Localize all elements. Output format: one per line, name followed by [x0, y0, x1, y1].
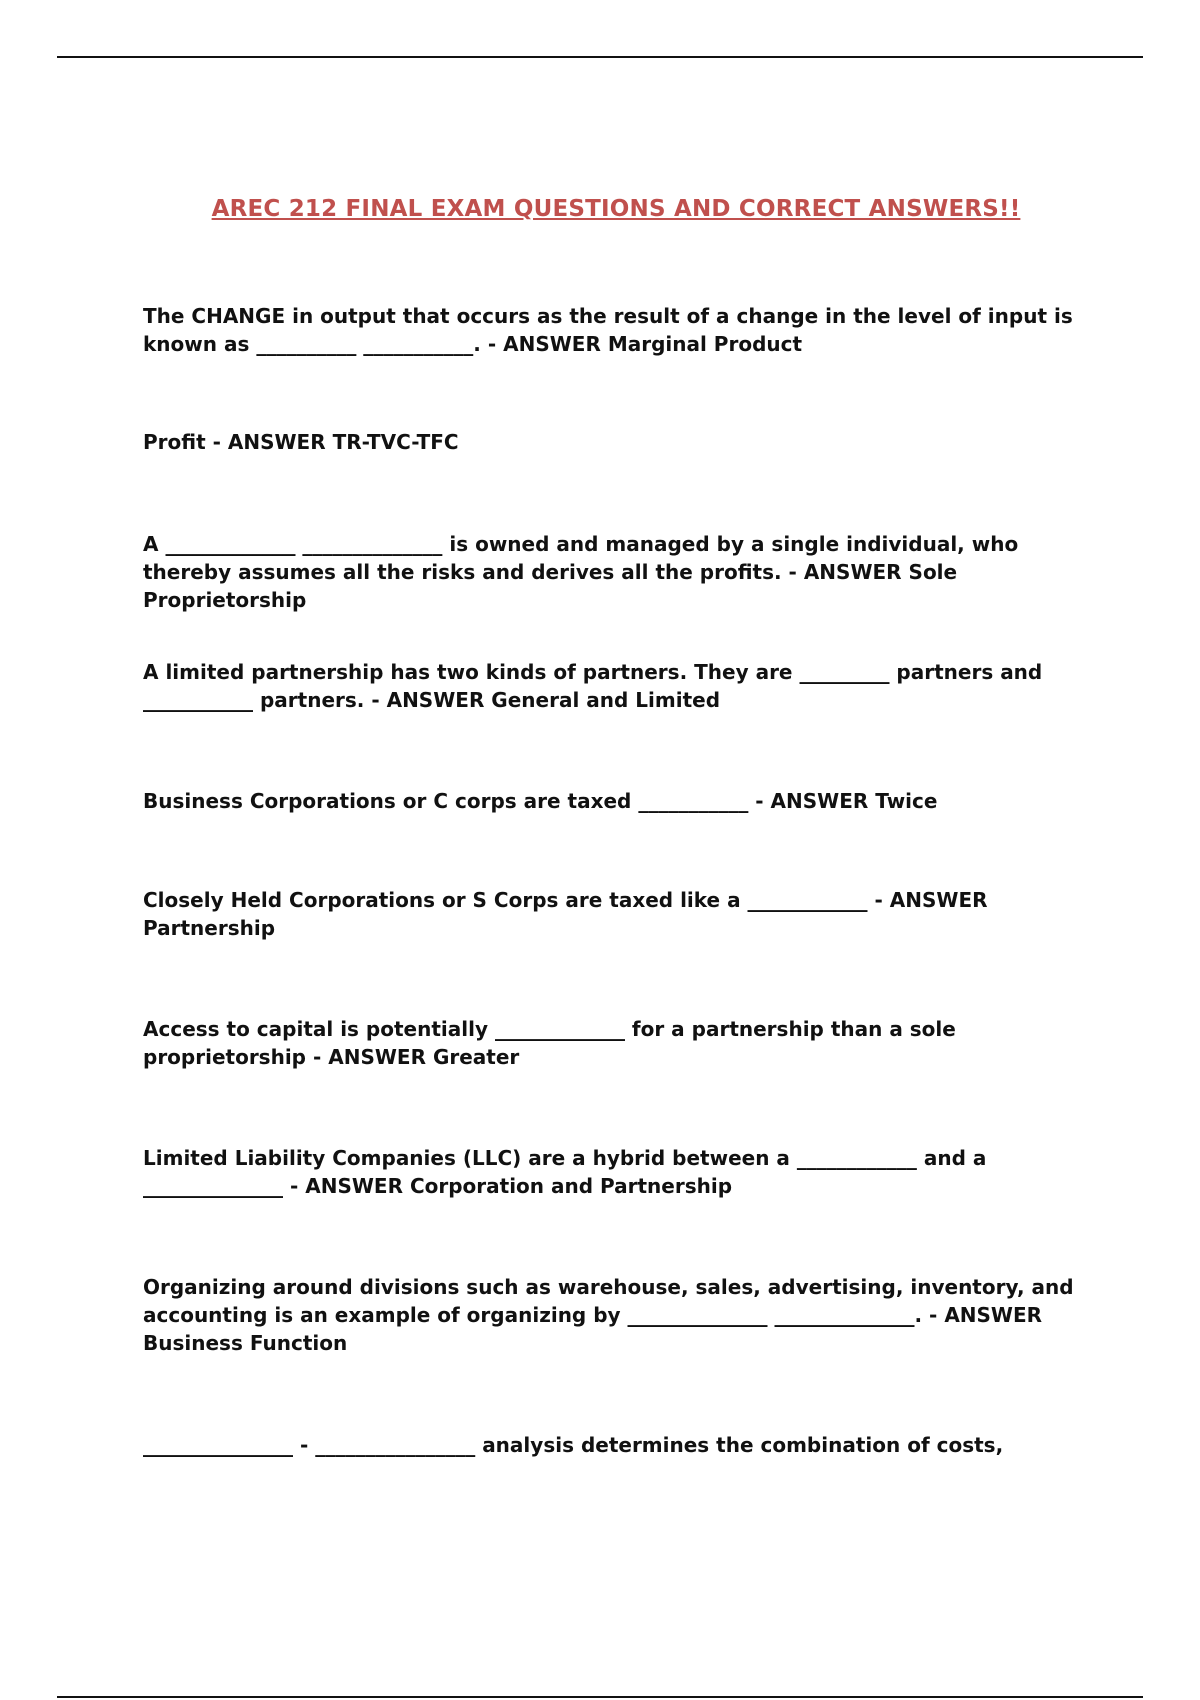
qa-item-10: [143, 1431, 1103, 1459]
question-text: Profit -: [143, 430, 228, 454]
question-text: Organizing around divisions such as warehouse, sales, advertising, inventory, and accounting is an example of organizing by ______________ ______________. -: [143, 1275, 1081, 1327]
qa-item-5: [143, 787, 1103, 815]
qa-item-7: [143, 1015, 1103, 1071]
bottom-rule: [57, 1696, 1143, 1698]
question-text: A _____________ ______________ is owned and managed by a single individual, who thereby assumes all the risks and derives all the profits. -: [143, 532, 1026, 584]
answer-text: ANSWER Greater: [328, 1045, 520, 1069]
qa-item-1: [143, 302, 1103, 358]
question-text: Limited Liability Companies (LLC) are a hybrid between a ____________ and a ______________ -: [143, 1146, 994, 1198]
answer-text: ANSWER Business Function: [143, 1303, 1050, 1355]
qa-item-8: [143, 1144, 1103, 1200]
answer-text: ANSWER Marginal Product: [503, 332, 803, 356]
answer-text: ANSWER TR-TVC-TFC: [227, 430, 459, 454]
document-title: AREC 212 FINAL EXAM QUESTIONS AND CORRECT ANSWERS!!: [211, 196, 1021, 222]
answer-text: ANSWER General and Limited: [386, 688, 721, 712]
question-text: Closely Held Corporations or S Corps are taxed like a ____________ -: [143, 888, 890, 912]
answer-text: ANSWER Twice: [770, 789, 938, 813]
top-rule: [57, 56, 1143, 58]
qa-item-3: [143, 530, 1103, 614]
question-text: Business Corporations or C corps are taxed ___________ -: [143, 789, 771, 813]
qa-item-2: [143, 428, 1103, 456]
question-text: _______________ - ________________ analysis determines the combination of costs,: [143, 1433, 1004, 1457]
question-text: A limited partnership has two kinds of partners. They are _________ partners and ___________ partners. -: [143, 660, 1050, 712]
qa-item-4: [143, 658, 1103, 714]
qa-item-6: [143, 886, 1103, 942]
qa-item-9: [143, 1273, 1103, 1357]
answer-text: ANSWER Sole Proprietorship: [143, 560, 965, 612]
answer-text: ANSWER Partnership: [143, 888, 995, 940]
question-text: Access to capital is potentially _____________ for a partnership than a sole proprietorship -: [143, 1017, 963, 1069]
question-text: The CHANGE in output that occurs as the result of a change in the level of input is known as __________ ___________. -: [143, 304, 1080, 356]
answer-text: ANSWER Corporation and Partnership: [305, 1174, 733, 1198]
